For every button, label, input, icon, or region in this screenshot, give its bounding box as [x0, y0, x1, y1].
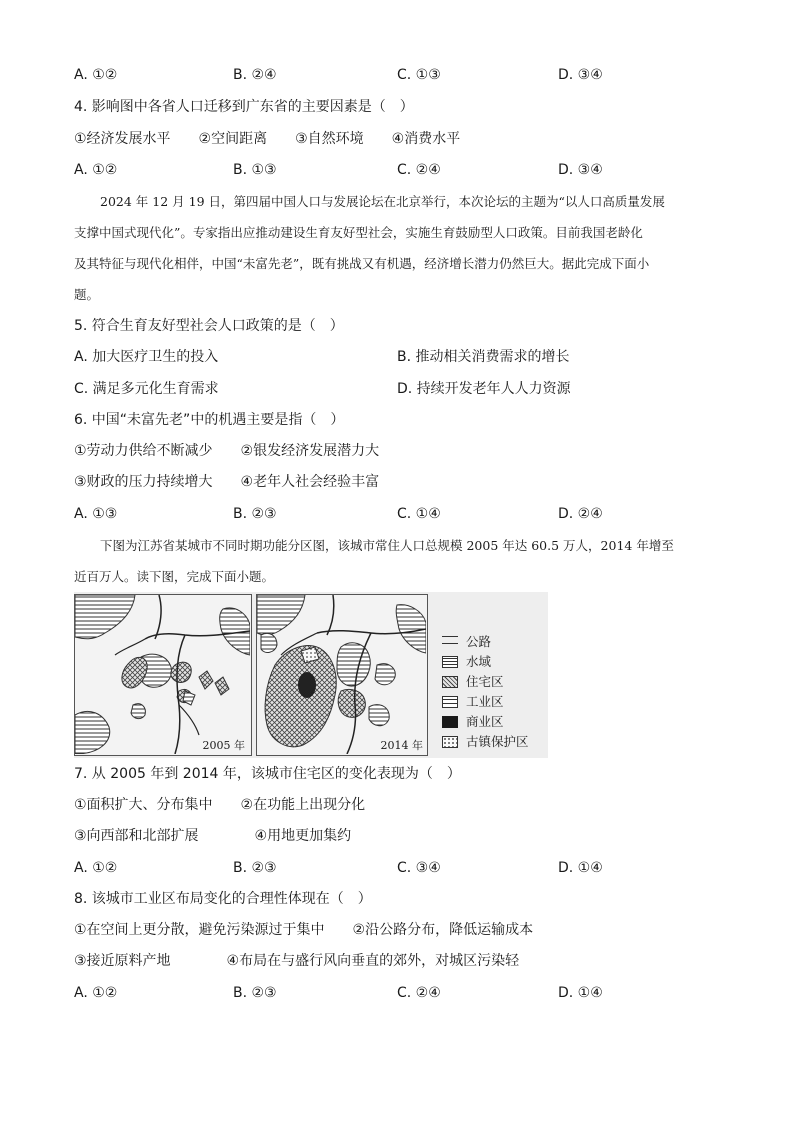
q5-option-a: A. 加大医疗卫生的投入	[74, 349, 219, 365]
map-label-2005: 2005 年	[202, 739, 245, 752]
map-panel-2014	[256, 594, 428, 756]
q4-option-a: A. ①②	[74, 162, 118, 178]
material1-line-4: 题。	[74, 287, 100, 302]
q3-option-a: A. ①②	[74, 67, 118, 83]
q3-option-d: D. ③④	[558, 67, 603, 83]
q5-option-c: C. 满足多元化生育需求	[74, 381, 219, 397]
q3-option-c: C. ①③	[397, 67, 441, 83]
q5-option-b: B. 推动相关消费需求的增长	[397, 349, 570, 365]
q8-option-d: D. ①④	[558, 985, 603, 1001]
q6-items-1: ①劳动力供给不断减少 ②银发经济发展潜力大	[74, 443, 380, 459]
material2-line-1: 下图为江苏省某城市不同时期功能分区图，该城市常住人口总规模 2005 年达 60.5 万人，2014 年增至	[100, 538, 674, 553]
q7-option-b: B. ②③	[233, 860, 277, 876]
q6-items-2: ③财政的压力持续增大 ④老年人社会经验丰富	[74, 474, 380, 490]
q6-option-c: C. ①④	[397, 506, 441, 522]
road-symbol-icon	[442, 636, 458, 644]
q5-option-d: D. 持续开发老年人人力资源	[397, 381, 571, 397]
q7-option-c: C. ③④	[397, 860, 441, 876]
q8-option-c: C. ②④	[397, 985, 441, 1001]
q8-option-b: B. ②③	[233, 985, 277, 1001]
residential-symbol-icon	[442, 676, 458, 688]
q7-stem: 7. 从 2005 年到 2014 年，该城市住宅区的变化表现为（ ）	[74, 766, 461, 782]
q3-option-b: B. ②④	[233, 67, 277, 83]
q6-stem: 6. 中国“未富先老”中的机遇主要是指（ ）	[74, 412, 345, 428]
material1-line-2: 支撑中国式现代化”。专家指出应推动建设生育友好型社会，实施生育鼓励型人口政策。目前我国老龄化	[74, 225, 643, 240]
map-label-2014: 2014 年	[380, 739, 423, 752]
q4-stem: 4. 影响图中各省人口迁移到广东省的主要因素是（ ）	[74, 99, 414, 115]
q6-option-a: A. ①③	[74, 506, 118, 522]
q8-items-2: ③接近原料产地 ④布局在与盛行风向垂直的郊外，对城区污染轻	[74, 953, 520, 969]
q4-option-b: B. ①③	[233, 162, 277, 178]
q7-items-1: ①面积扩大、分布集中 ②在功能上出现分化	[74, 797, 366, 813]
material2-line-2: 近百万人。读下图，完成下面小题。	[74, 569, 275, 584]
q4-factors: ①经济发展水平 ②空间距离 ③自然环境 ④消费水平	[74, 131, 461, 147]
q8-stem: 8. 该城市工业区布局变化的合理性体现在（ ）	[74, 891, 372, 907]
q7-option-d: D. ①④	[558, 860, 603, 876]
q7-items-2: ③向西部和北部扩展 ④用地更加集约	[74, 828, 352, 844]
q5-stem: 5. 符合生育友好型社会人口政策的是（ ）	[74, 318, 344, 334]
map-panel-2005	[74, 594, 252, 756]
q4-option-d: D. ③④	[558, 162, 603, 178]
q8-option-a: A. ①②	[74, 985, 118, 1001]
material1-line-3: 及其特征与现代化相伴，中国“未富先老”，既有挑战又有机遇，经济增长潜力仍然巨大。据此完成下面小	[74, 256, 650, 271]
q8-items-1: ①在空间上更分散，避免污染源过于集中 ②沿公路分布，降低运输成本	[74, 922, 534, 938]
industrial-symbol-icon	[442, 696, 458, 708]
old-town-symbol-icon	[442, 736, 458, 748]
q7-option-a: A. ①②	[74, 860, 118, 876]
q4-option-c: C. ②④	[397, 162, 441, 178]
water-symbol-icon	[442, 656, 458, 668]
commercial-symbol-icon	[442, 716, 458, 728]
q6-option-d: D. ②④	[558, 506, 603, 522]
material1-line-1: 2024 年 12 月 19 日，第四届中国人口与发展论坛在北京举行，本次论坛的主题为“以人口高质量发展	[100, 194, 665, 209]
q6-option-b: B. ②③	[233, 506, 277, 522]
